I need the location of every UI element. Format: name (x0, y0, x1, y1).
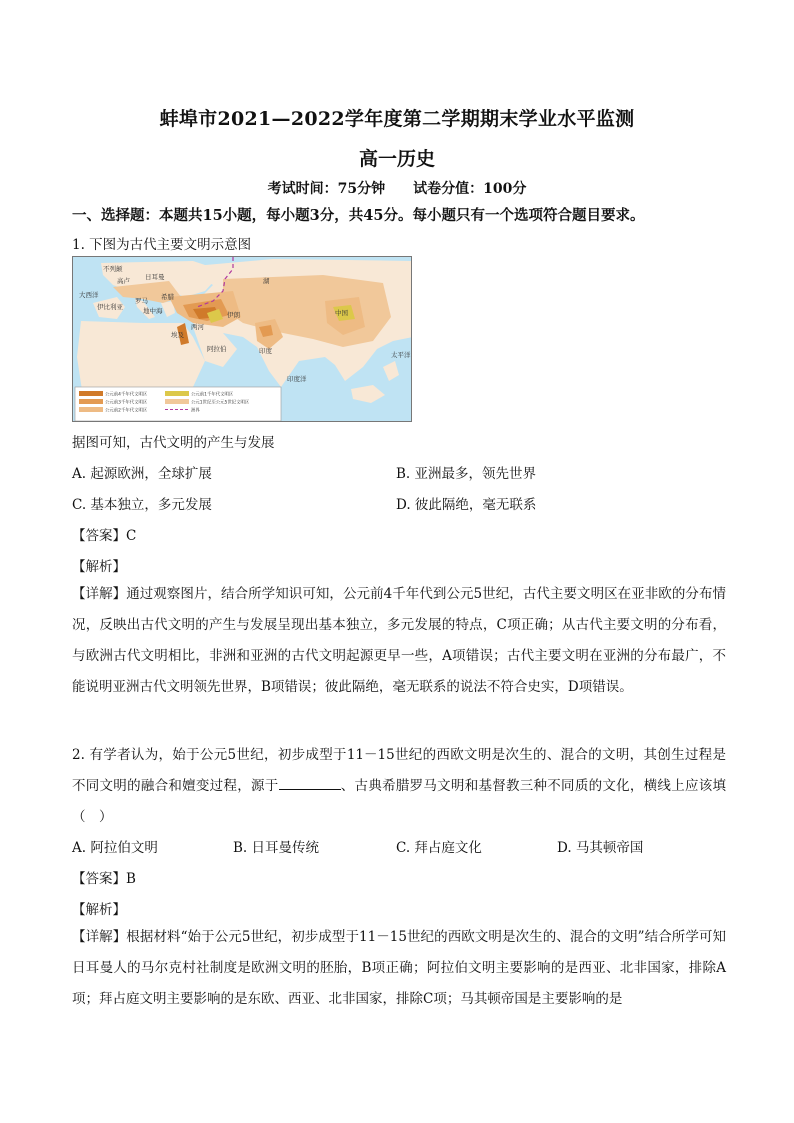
map-label: 阿拉伯 (207, 345, 227, 353)
q1-detail (72, 579, 726, 703)
legend-swatch (165, 399, 189, 404)
map-label: 不列颠 (103, 265, 123, 273)
subject-title: 高一历史 (358, 148, 435, 170)
q2-blank (279, 775, 341, 790)
q2-option-d: D. 马其顿帝国 (557, 840, 644, 856)
q2-option-c: C. 拜占庭文化 (396, 840, 482, 856)
q1-analysis-label: 【解析】 (72, 559, 126, 575)
map-label: 两河 (191, 323, 204, 331)
map-label: 地中海 (143, 307, 163, 315)
q2-stem-part2: 、古典希腊罗马文明和基督教三种不同质的文化，横线上应该填（ ） (72, 778, 727, 825)
map-label: 日耳曼 (145, 273, 165, 281)
map-label: 罗马 (135, 297, 148, 305)
q2-detail-label: 【详解】 (72, 929, 127, 945)
legend-label: 公元1世纪至公元5世纪文明区 (191, 400, 250, 406)
map-label: 大西洋 (79, 291, 99, 299)
q2-analysis-label: 【解析】 (72, 902, 126, 918)
q1-detail-text: 通过观察图片，结合所学知识可知，公元前4千年代到公元5世纪，古代主要文明区在亚非欧的分布情况，反映出古代文明的产生与发展呈现出基本独立，多元发展的特点，C项正确；从古代主要文明的分布看，与欧洲古代文明相比，非洲和亚洲的古代文明起源更早一些，A项错误；古代主要文明在亚洲的分布最广，不能说明亚洲古代文明领先世界，B项错误；彼此隔绝，毫无联系的说法不符合史实，D项错误。 (72, 586, 726, 695)
map-label: 湖 (263, 277, 270, 285)
q2-detail-text: 根据材料“始于公元5世纪，初步成型于11－15世纪的西欧文明是次生的、混合的文明”结合所学可知日耳曼人的马尔克村社制度是欧洲文明的胚胎，B项正确；阿拉伯文明主要影响的是西亚、北非国家，排除A项；拜占庭文明主要影响的是东欧、西亚、北非国家，排除C项；马其顿帝国是主要影响的是 (72, 929, 727, 1007)
map-label: 伊朗 (227, 311, 240, 319)
map-label: 高卢 (117, 277, 130, 285)
q1-option-a: A. 起源欧洲，全球扩展 (72, 466, 212, 482)
map-label: 印度洋 (287, 375, 307, 383)
legend-label: 公元前1千年代文明区 (191, 392, 234, 398)
legend-label: 公元前2千年代文明区 (105, 408, 148, 414)
q2-option-b: B. 日耳曼传统 (233, 840, 320, 856)
map-label: 埃及 (171, 331, 184, 339)
q2-answer: 【答案】B (72, 871, 136, 887)
q1-option-d: D. 彼此隔绝，毫无联系 (396, 497, 537, 513)
map-figure (73, 257, 412, 422)
legend-swatch (79, 407, 103, 412)
legend-label: 公元前3千年代文明区 (105, 400, 148, 406)
page-title: 蚌埠市2021—2022学年度第二学期期末学业水平监测 (159, 108, 635, 130)
q1-stem: 1. 下图为古代主要文明示意图 (72, 237, 252, 253)
legend-swatch (79, 399, 103, 404)
legend-label: 公元前4千年代文明区 (105, 392, 148, 398)
q2-stem-part1: 2. 有学者认为，始于公元5世纪，初步成型于11－15世纪的西欧文明是次生的、混合的文明，其创生过程是不同文明的融合和嬗变过程，源于 (72, 747, 726, 794)
q1-answer: 【答案】C (72, 528, 137, 544)
q2-detail (72, 922, 726, 1015)
map-label: 中国 (335, 309, 348, 317)
map-label: 伊比利亚 (97, 303, 123, 311)
civilization-map (72, 256, 412, 422)
q2-option-a: A. 阿拉伯文明 (72, 840, 158, 856)
q1-option-c: C. 基本独立，多元发展 (72, 497, 212, 513)
q1-question: 据图可知，古代文明的产生与发展 (72, 435, 275, 451)
legend-swatch (165, 391, 189, 396)
q1-detail-label: 【详解】 (72, 586, 127, 602)
legend-label: 洲界 (191, 408, 200, 414)
q1-option-b: B. 亚洲最多，领先世界 (396, 466, 537, 482)
map-label: 太平洋 (391, 351, 411, 359)
map-label: 希腊 (161, 293, 174, 301)
legend-swatch (79, 391, 103, 396)
section-heading: 一、选择题：本题共15小题，每小题3分，共45分。每小题只有一个选项符合题目要求。 (72, 207, 645, 224)
map-label: 印度 (259, 347, 272, 355)
map-legend (75, 387, 281, 421)
q2-stem (72, 740, 726, 833)
exam-info: 考试时间：75分钟 试卷分值：100分 (267, 181, 527, 197)
